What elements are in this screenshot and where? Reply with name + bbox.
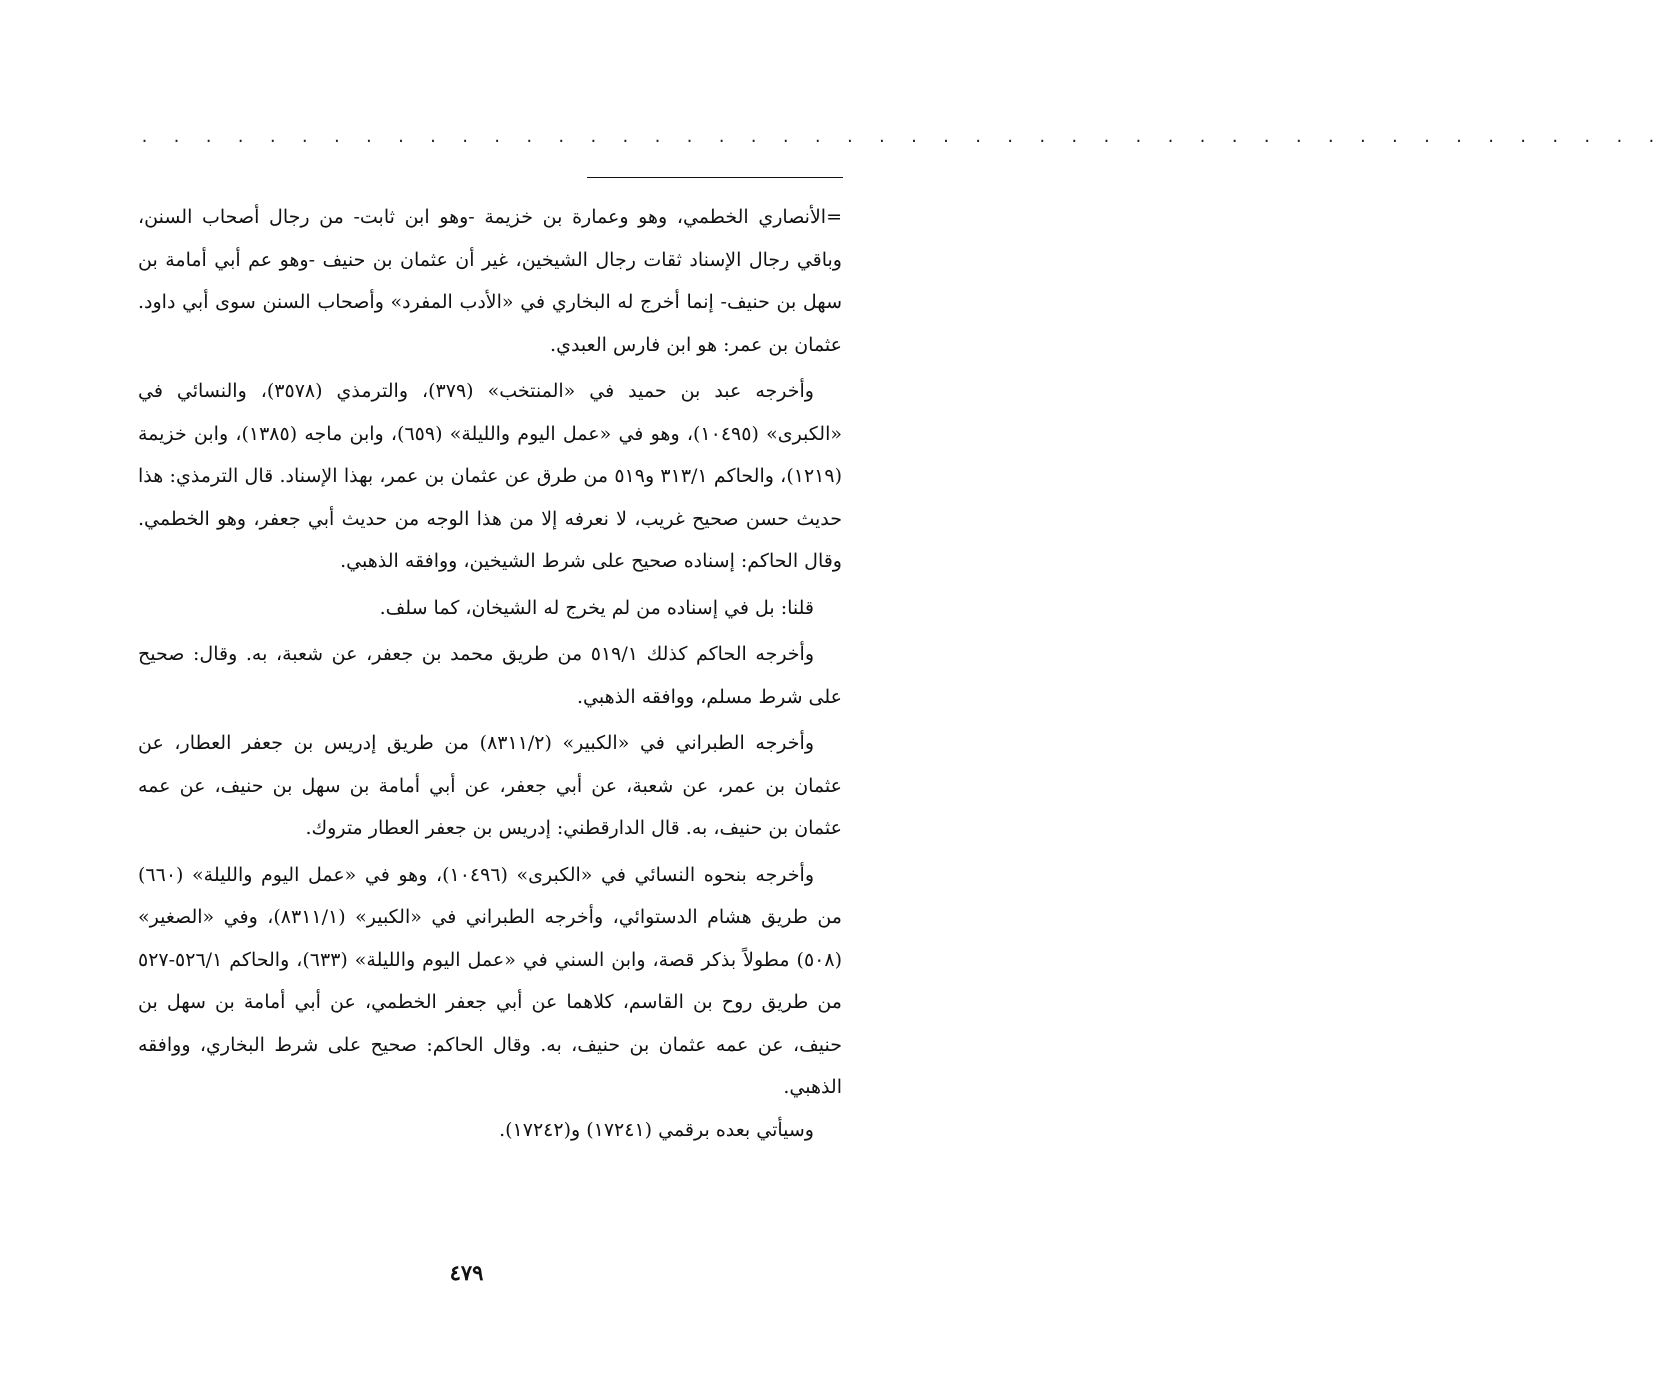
footnote-rule [587, 177, 843, 178]
footnote-text [138, 196, 842, 1151]
footnote-paragraph: وأخرجه عبد بن حميد في «المنتخب» (٣٧٩)، والترمذي (٣٥٧٨)، والنسائي في «الكبرى» (١٠٤٩٥)، وهو في «عمل اليوم والليلة» (٦٥٩)، وابن ماجه (١٣٨٥)، وابن خزيمة (١٢١٩)، والحاكم ٣١٣/١ و٥١٩ من طرق عن عثمان بن عمر، بهذا الإسناد. قال الترمذي: هذا حديث حسن صحيح غريب، لا نعرفه إلا من هذا الوجه من حديث أبي جعفر، وهو الخطمي. وقال الحاكم: إسناده صحيح على شرط الشيخين، ووافقه الذهبي. [138, 380, 842, 572]
footnote-paragraph: قلنا: بل في إسناده من لم يخرج له الشيخان، كما سلف. [379, 596, 814, 619]
page-number: ٤٧٩ [449, 1260, 484, 1285]
footnote-paragraph: وأخرجه بنحوه النسائي في «الكبرى» (١٠٤٩٦)، وهو في «عمل اليوم والليلة» (٦٦٠) من طريق هشام الدستوائي، وأخرجه الطبراني في «الكبير» (٨٣١١/١)، وفي «الصغير» (٥٠٨) مطولاً بذكر قصة، وابن السني في «عمل اليوم والليلة» (٦٣٣)، والحاكم ٥٢٦/١-٥٢٧ من طريق روح بن القاسم، كلاهما عن أبي جعفر الخطمي، عن أبي أمامة بن سهل بن حنيف، عن عمه عثمان بن حنيف، به. وقال الحاكم: صحيح على شرط البخاري، ووافقه الذهبي. [138, 863, 842, 1098]
separator-dots: . . . . . . . . . . . . . . . . . . . . . . . . . . . . . . . . . . . . . . . . . . . . . . . . [140, 128, 1663, 146]
footnote-paragraph: وسيأتي بعده برقمي (١٧٢٤١) و(١٧٢٤٢). [499, 1118, 814, 1141]
footnote-paragraph: وأخرجه الحاكم كذلك ٥١٩/١ من طريق محمد بن جعفر، عن شعبة، به. وقال: صحيح على شرط مسلم، ووافقه الذهبي. [138, 643, 842, 708]
footnote-paragraph: وأخرجه الطبراني في «الكبير» (٨٣١١/٢) من طريق إدريس بن جعفر العطار، عن عثمان بن عمر، عن شعبة، عن أبي جعفر، عن أبي أمامة بن سهل بن حنيف، عن عمه عثمان بن حنيف، به. قال الدارقطني: إدريس بن جعفر العطار متروك. [138, 732, 842, 839]
footnote-paragraph: =الأنصاري الخطمي، وهو وعمارة بن خزيمة -وهو ابن ثابت- من رجال أصحاب السنن، وباقي رجال الإسناد ثقات رجال الشيخين، غير أن عثمان بن حنيف -وهو عم أبي أمامة بن سهل بن حنيف- إنما أخرج له البخاري في «الأدب المفرد» وأصحاب السنن سوى أبي داود. عثمان بن عمر: هو ابن فارس العبدي. [138, 206, 842, 356]
